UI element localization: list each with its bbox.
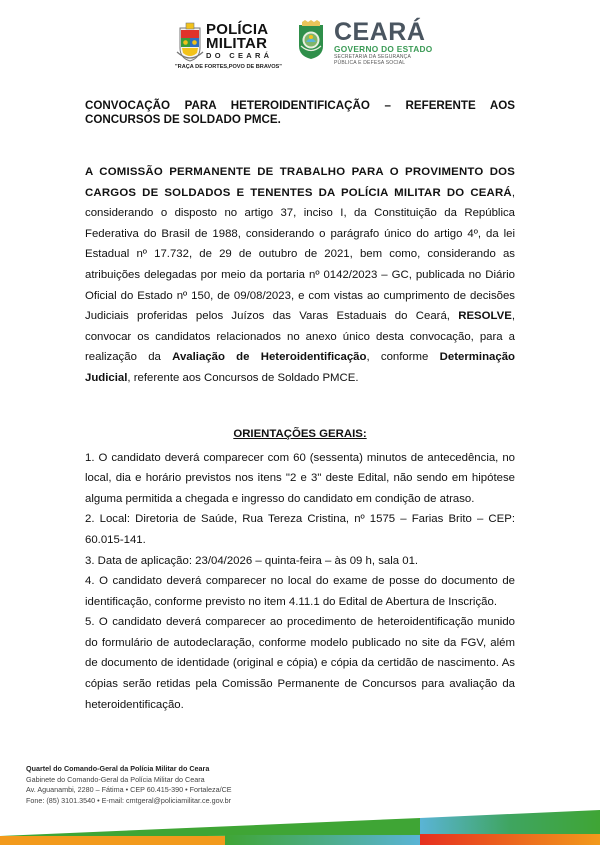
preamble-resolve: RESOLVE: [458, 310, 512, 323]
green-wedge: [0, 818, 420, 837]
preamble-text-1: , considerando o disposto no artigo 37, inciso I, da Constituição da República Federativa do Brasil de 1988, considerando o parágrafo único do artigo 4º, da lei Estadual nº 17.732, de 29 de outubro de 2021, bem como, considerando as atribuições delegadas por meio da portaria nº 0142/2023 – GC, publicada no Diário Oficial do Estado nº 150, de 09/08/2023, e com vistas ao cumprimento de decisões Judiciais proferidas pelos Juízos das Varas Estaduais do Ceará,: [85, 186, 515, 323]
document-body: [85, 99, 515, 715]
pm-motto: "RAÇA DE FORTES,POVO DE BRAVOS": [175, 64, 282, 70]
pm-logo-line2: MILITAR: [206, 35, 268, 52]
ce-logo-line2: GOVERNO DO ESTADO: [334, 44, 433, 54]
ceara-government-logo: [296, 20, 436, 72]
ce-logo-line4: PÚBLICA E DEFESA SOCIAL: [334, 60, 406, 66]
ce-logo-line3: SECRETARIA DA SEGURANÇA: [334, 54, 412, 60]
preamble-bold-1: Avaliação de Heteroidentificação: [172, 351, 367, 364]
green-blue-strip: [225, 835, 420, 845]
blue-green-wedge: [420, 810, 600, 835]
footer-line-4: Fone: (85) 3101.3540 • E-mail: cmtgeral@policiamilitar.ce.gov.br: [26, 795, 232, 805]
red-orange-strip: [420, 834, 600, 845]
footer-line-1: Quartel do Comando-Geral da Polícia Militar do Ceara: [26, 764, 210, 773]
preamble-text-3: , conforme: [366, 351, 440, 364]
orientation-item-2: 2. Local: Diretoria de Saúde, Rua Tereza Cristina, nº 1575 – Farias Brito – CEP: 60.015-141.: [85, 513, 515, 546]
orange-strip: [0, 836, 225, 845]
letterhead: [0, 16, 600, 78]
ceara-shield-icon: [296, 20, 326, 60]
preamble-text-2: , convocar os candidatos relacionados no anexo único desta convocação, para a realização da: [85, 310, 515, 364]
preamble-paragraph: [85, 162, 515, 389]
title-line-1: CONVOCAÇÃO PARA HETEROIDENTIFICAÇÃO – REFERENTE AOS: [85, 99, 515, 112]
preamble-bold-2: Determinação Judicial: [85, 351, 515, 384]
footer-line-2: Gabinete do Comando-Geral da Polícia Militar do Ceara: [26, 774, 205, 784]
pm-crest-icon: [176, 22, 204, 62]
pm-logo-line1: POLÍCIA: [206, 21, 269, 38]
orientation-item-1: 1. O candidato deverá comparecer com 60 (sessenta) minutos de antecedência, no local, dia e horário previstos nos itens "2 e 3" deste Edital, não sendo em hipótese alguma permitida a chegada e ingresso do candidato em condição de atraso.: [85, 451, 515, 505]
orientation-item-3: 3. Data de aplicação: 23/04/2026 – quinta-feira – às 09 h, sala 01.: [85, 554, 419, 567]
policia-militar-logo: [176, 22, 294, 74]
document-title: [85, 99, 515, 127]
preamble-text-4: , referente aos Concursos de Soldado PMCE.: [127, 371, 359, 384]
footer-line-3: Av. Aguanambi, 2280 – Fátima • CEP 60.415-390 • Fortaleza/CE: [26, 785, 232, 795]
title-line-2: CONCURSOS DE SOLDADO PMCE.: [85, 113, 281, 126]
preamble-lead: A COMISSÃO PERMANENTE DE TRABALHO PARA O PROVIMENTO DOS CARGOS DE SOLDADOS E TENENTES DA POLÍCIA MILITAR DO CEARÁ: [85, 166, 515, 199]
orientation-list: [85, 448, 515, 716]
orientation-item-5: 5. O candidato deverá comparecer ao procedimento de heteroidentificação munido do formulário de autodeclaração, conforme modelo publicado no site da FGV, além de documento de identidade (original e cópia) e cópia da certidão de nascimento. As cópias serão retidas pela Comissão Permanente de Concursos para avaliação da heteroidentificação.: [85, 616, 515, 711]
footer-color-bars: [0, 810, 600, 849]
footer-address: [26, 764, 232, 806]
ce-logo-line1: CEARÁ: [334, 18, 426, 46]
section-title: ORIENTAÇÕES GERAIS:: [233, 427, 367, 440]
orientation-item-4: 4. O candidato deverá comparecer no local do exame de posse do documento de identificação, conforme previsto no item 4.11.1 do Edital de Abertura de Inscrição.: [85, 575, 515, 608]
pm-logo-line3: DO CEARÁ: [206, 51, 273, 60]
